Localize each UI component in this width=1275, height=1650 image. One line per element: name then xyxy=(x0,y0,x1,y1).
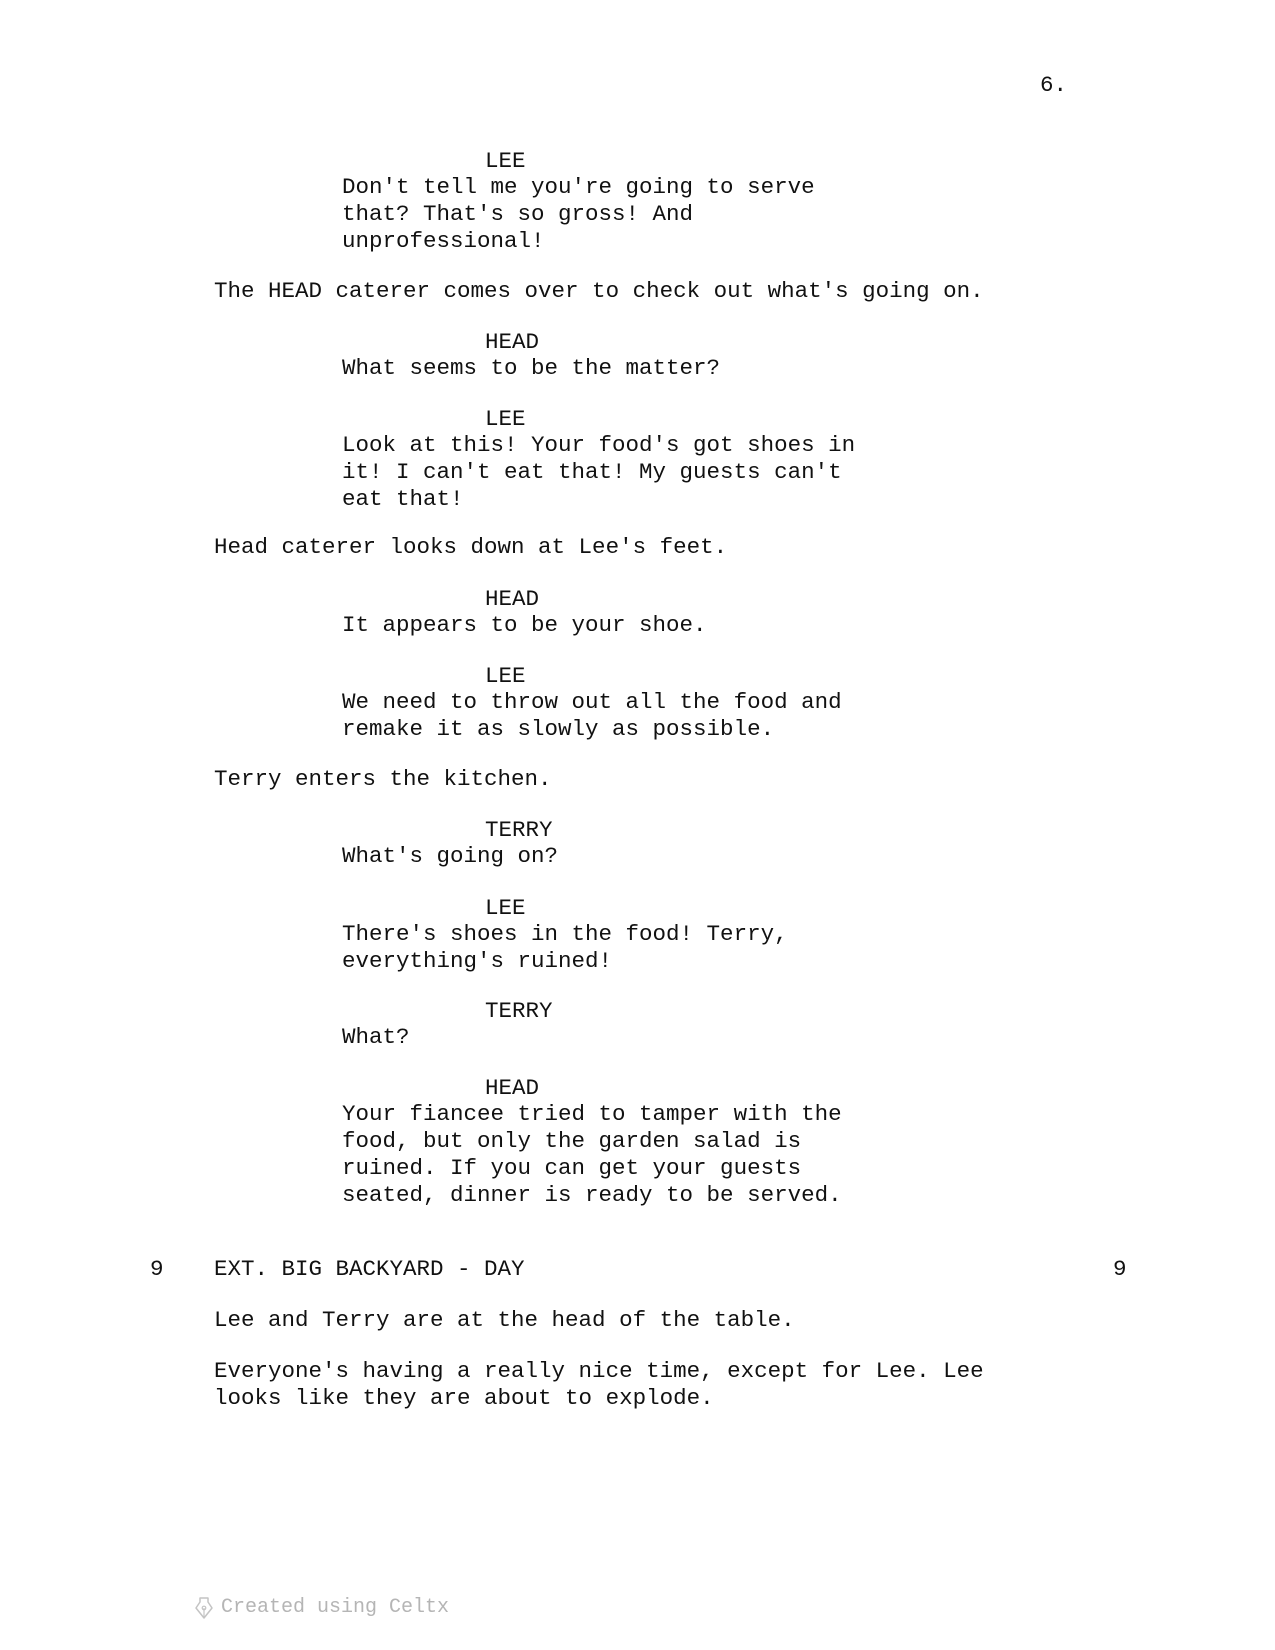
dialogue-line: it! I can't eat that! My guests can't xyxy=(342,459,842,485)
dialogue-block xyxy=(342,921,788,975)
dialogue-line: seated, dinner is ready to be served. xyxy=(342,1182,842,1208)
action-line: Everyone's having a really nice time, except for Lee. Lee xyxy=(214,1358,984,1384)
action-line: The HEAD caterer comes over to check out what's going on. xyxy=(214,278,984,304)
dialogue-line: everything's ruined! xyxy=(342,948,613,974)
character-cue: LEE xyxy=(485,663,526,689)
character-cue: HEAD xyxy=(485,586,540,612)
pen-nib-icon xyxy=(195,1596,213,1620)
character-cue: HEAD xyxy=(485,329,540,355)
dialogue-line: remake it as slowly as possible. xyxy=(342,716,775,742)
dialogue-line: What seems to be the matter? xyxy=(342,355,721,381)
dialogue-line: Look at this! Your food's got shoes in xyxy=(342,432,856,458)
dialogue-line: eat that! xyxy=(342,486,464,512)
footer-credit xyxy=(195,1596,449,1620)
dialogue-line: unprofessional! xyxy=(342,228,545,254)
page-number: 6. xyxy=(1040,72,1068,98)
character-cue: TERRY xyxy=(485,998,553,1024)
scene-number-left: 9 xyxy=(150,1256,164,1282)
scene-number-right: 9 xyxy=(1113,1256,1127,1282)
dialogue-line: food, but only the garden salad is xyxy=(342,1128,802,1154)
dialogue-line: What's going on? xyxy=(342,843,559,869)
action-line: looks like they are about to explode. xyxy=(214,1385,714,1411)
dialogue-block xyxy=(342,843,558,870)
dialogue-block xyxy=(342,1101,842,1209)
dialogue-line: What? xyxy=(342,1024,410,1050)
dialogue-block xyxy=(342,689,842,743)
dialogue-block xyxy=(342,432,855,513)
character-cue: LEE xyxy=(485,406,526,432)
scene-heading: EXT. BIG BACKYARD - DAY xyxy=(214,1256,525,1282)
action-line: Terry enters the kitchen. xyxy=(214,766,552,792)
character-cue: LEE xyxy=(485,895,526,921)
character-cue: LEE xyxy=(485,148,526,174)
dialogue-line: that? That's so gross! And xyxy=(342,201,694,227)
dialogue-block xyxy=(342,612,707,639)
dialogue-line: ruined. If you can get your guests xyxy=(342,1155,802,1181)
dialogue-line: We need to throw out all the food and xyxy=(342,689,842,715)
dialogue-line: There's shoes in the food! Terry, xyxy=(342,921,788,947)
footer-text: Created using Celtx xyxy=(221,1596,450,1619)
action-block xyxy=(214,1358,984,1412)
character-cue: HEAD xyxy=(485,1075,540,1101)
dialogue-line: Your fiancee tried to tamper with the xyxy=(342,1101,842,1127)
dialogue-block xyxy=(342,1024,410,1051)
character-cue: TERRY xyxy=(485,817,553,843)
dialogue-block xyxy=(342,355,720,382)
dialogue-line: It appears to be your shoe. xyxy=(342,612,707,638)
action-line: Head caterer looks down at Lee's feet. xyxy=(214,534,728,560)
dialogue-line: Don't tell me you're going to serve xyxy=(342,174,815,200)
action-line: Lee and Terry are at the head of the table. xyxy=(214,1307,795,1333)
dialogue-block xyxy=(342,174,815,255)
